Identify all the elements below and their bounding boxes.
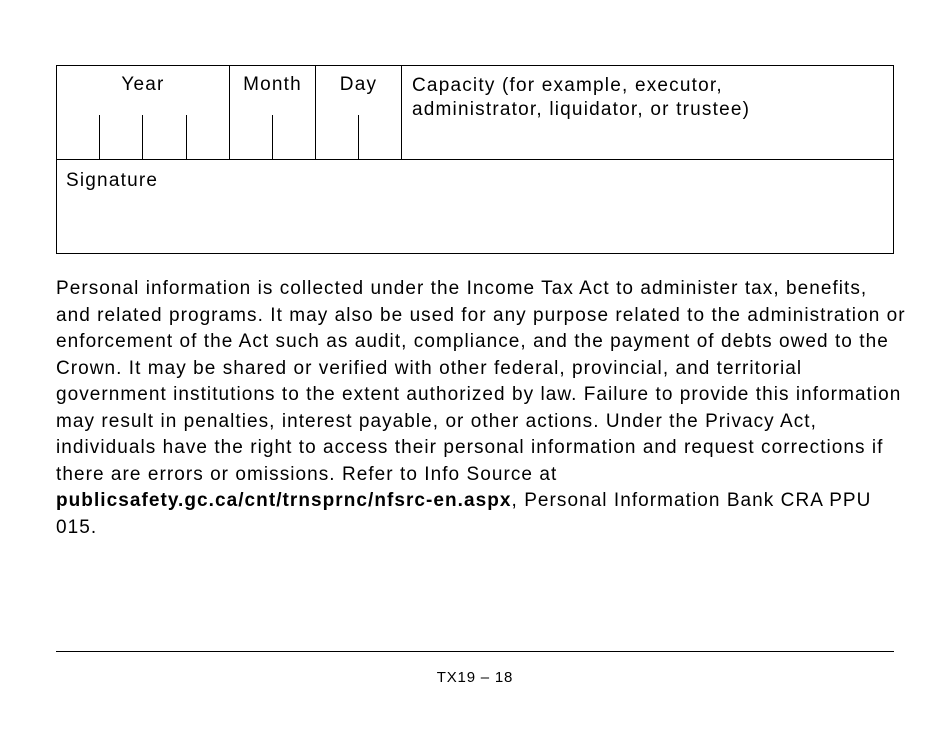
year-digit-divider	[99, 115, 100, 159]
privacy-notice-text: Personal information is collected under the Income Tax Act to administer tax, benefits, and related programs. It may also be used for any purpose related to the administration or enforcement of the Act such as audit, compliance, and the payment of debts owed to the Crown. It may be shared or verified with other federal, provincial, and territorial government institutions to the extent authorized by law. Failure to provide this information may result in penalties, interest payable, or other actions. Under the Privacy Act, individuals have the right to access their personal information and request corrections if there are errors or omissions. Refer to Info Source at	[56, 278, 906, 485]
signature-label: Signature	[66, 170, 159, 191]
year-field[interactable]	[57, 66, 230, 159]
page-number: TX19 – 18	[436, 669, 514, 686]
day-label: Day	[339, 74, 378, 95]
capacity-label: Capacity (for example, executor, administrator, liquidator, or trustee)	[412, 75, 751, 120]
privacy-notice-bank: , Personal Information Bank CRA PPU 015.	[56, 490, 872, 538]
date-capacity-row	[57, 66, 893, 160]
info-source-url[interactable]: publicsafety.gc.ca/cnt/trnsprnc/nfsrc-en.aspx	[56, 490, 512, 511]
month-digit-divider	[272, 115, 273, 159]
year-digit-divider	[186, 115, 187, 159]
footer-divider	[56, 651, 894, 652]
month-field[interactable]	[230, 66, 316, 159]
year-label: Year	[121, 74, 165, 95]
capacity-field[interactable]	[402, 66, 893, 159]
year-digit-divider	[142, 115, 143, 159]
day-digit-divider	[358, 115, 359, 159]
signature-form-box	[56, 65, 894, 254]
day-field[interactable]	[316, 66, 402, 159]
month-label: Month	[243, 74, 302, 95]
privacy-notice	[56, 276, 906, 541]
